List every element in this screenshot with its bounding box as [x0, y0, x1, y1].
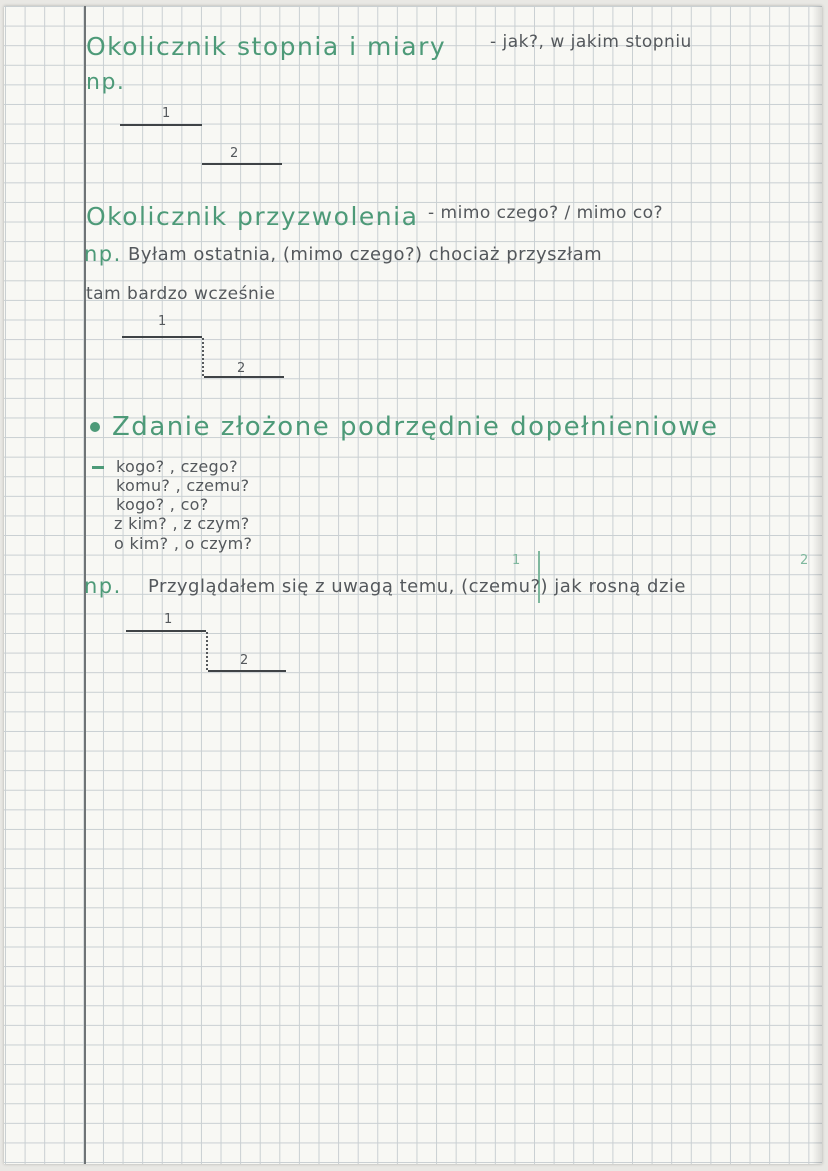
section2-example-line1: Byłam ostatnia, (mimo czego?) chociaż przyszłam: [128, 244, 603, 265]
section3-question-3: kogo? , co?: [116, 495, 209, 514]
section1-diagram-line2: [202, 163, 282, 165]
section1-diagram-line1: [120, 124, 202, 126]
section3-heading: Zdanie złożone podrzędnie dopełnieniowe: [112, 412, 719, 442]
section1-questions: - jak?, w jakim stopniu: [490, 32, 692, 52]
section3-question-2: komu? , czemu?: [116, 476, 250, 495]
section3-diagram-line2: [208, 670, 286, 672]
section2-diagram-line2: [204, 376, 284, 378]
section1-diagram-num2: 2: [230, 146, 239, 161]
section3-question-4: z kim? , z czym?: [114, 514, 250, 533]
section3-question-5: o kim? , o czym?: [114, 534, 253, 553]
section2-questions: - mimo czego? / mimo co?: [428, 203, 664, 223]
section3-diagram-num1: 1: [164, 612, 173, 627]
section3-marker2: 2: [800, 553, 809, 568]
section1-example-label: np.: [86, 70, 126, 95]
section2-example-line2: tam bardzo wcześnie: [86, 284, 276, 304]
section3-example-text: Przyglądałem się z uwagą temu, (czemu?) jak rosną dzie: [148, 576, 686, 597]
section3-diagram-connector: [206, 632, 208, 670]
section3-diagram-num2: 2: [240, 653, 249, 668]
section2-diagram-connector: [202, 338, 204, 376]
section2-diagram-num2: 2: [237, 361, 246, 376]
section2-diagram-num1: 1: [158, 314, 167, 329]
section2-heading: Okolicznik przyzwolenia: [86, 202, 419, 231]
section2-diagram-line1: [122, 336, 202, 338]
section2-example-label: np.: [84, 242, 122, 266]
section1-heading: Okolicznik stopnia i miary: [86, 32, 447, 61]
section3-diagram-line1: [126, 630, 206, 632]
section3-question-1: kogo? , czego?: [116, 457, 238, 476]
section3-example-label: np.: [84, 574, 122, 598]
notebook-page: [4, 6, 822, 1164]
page-edge-shadow: [812, 6, 822, 1164]
section3-bullet-icon: [90, 422, 100, 432]
section3-marker1: 1: [512, 553, 521, 568]
section3-dash-icon: [92, 466, 104, 469]
section1-diagram-num1: 1: [162, 106, 171, 121]
